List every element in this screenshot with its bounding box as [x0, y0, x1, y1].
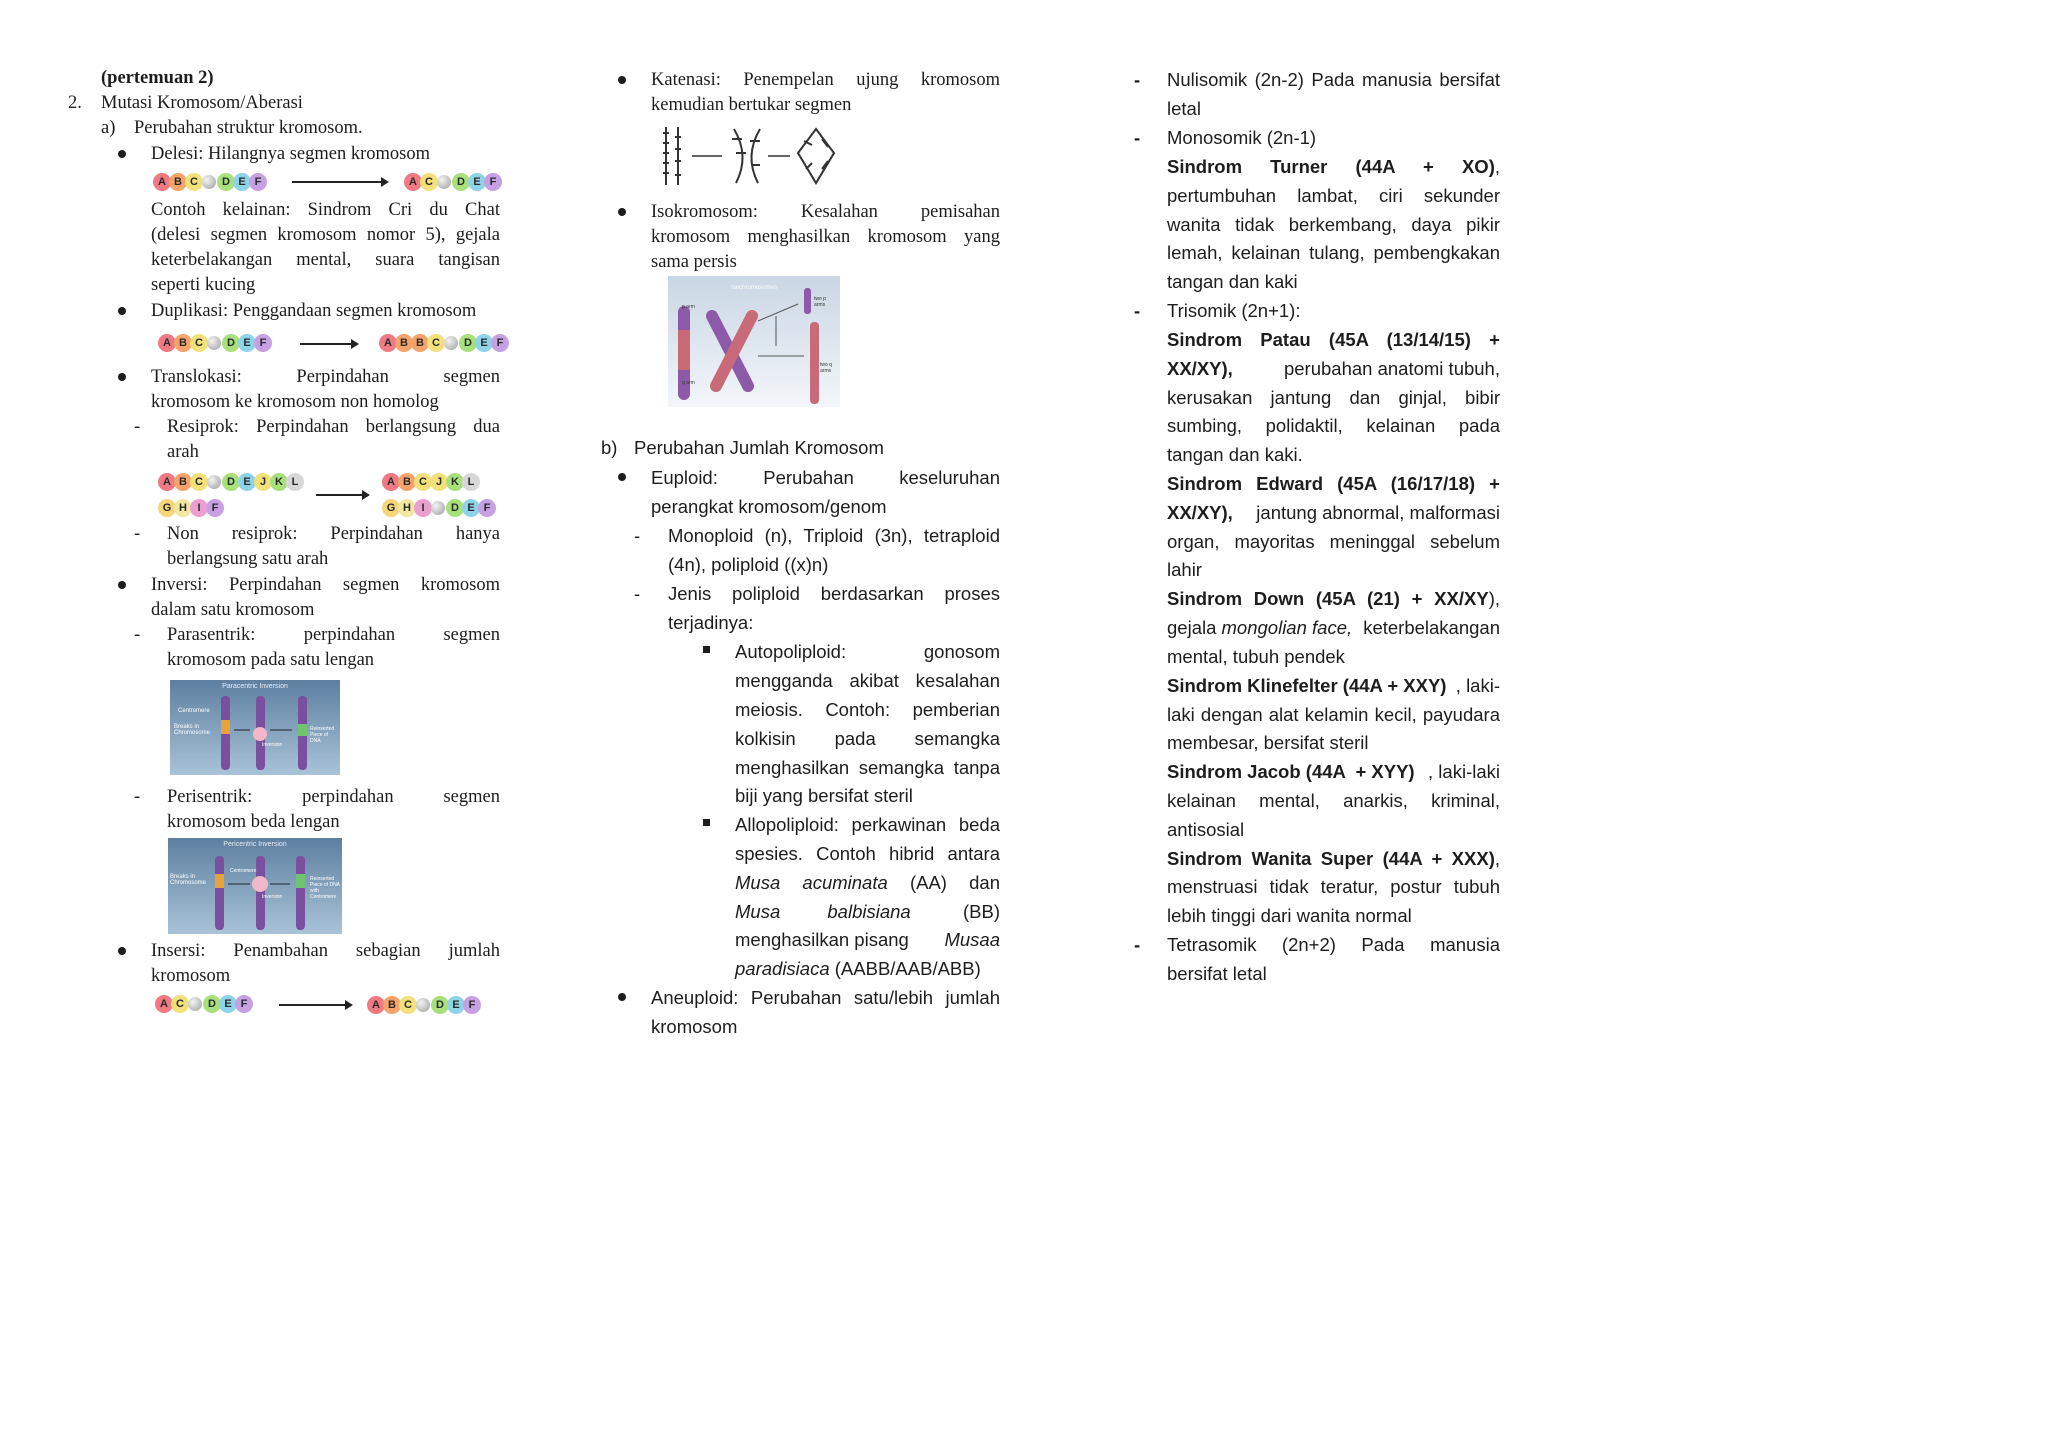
centromere — [202, 175, 216, 189]
arrow-icon — [316, 494, 368, 496]
chromosome-segment: J — [430, 473, 448, 491]
chromosome-insersi-after — [367, 995, 479, 1015]
euploid-text-1: Euploid: Perubahan keseluruhan — [651, 467, 1000, 488]
insersi-text-2: kromosom — [151, 966, 231, 986]
autopoliploid-text-6: biji yang bersifat steril — [735, 785, 913, 806]
dash: - — [134, 625, 141, 645]
monosomik-text: Monosomik (2n-1) — [1167, 127, 1317, 148]
parasentrik-text-2: kromosom pada satu lengan — [167, 650, 375, 670]
resiprok-text-1: Resiprok: Perpindahan berlangsung dua — [167, 417, 500, 437]
chromosome-segment: K — [446, 473, 464, 491]
autopoliploid-text-2: mengganda akibat kesalahan — [735, 670, 1000, 691]
chromosome-segment: D — [222, 334, 240, 352]
turner-text-3: wanita tidak berkembang, daya pikir — [1167, 214, 1500, 235]
chromosome-segment: B — [411, 334, 429, 352]
chromosome-segment: K — [270, 473, 288, 491]
chromosome-segment: C — [190, 473, 208, 491]
parasentrik-text-1: Parasentrik: perpindahan segmen — [167, 625, 500, 645]
wanita-super-text-2: menstruasi tidak teratur, postur tubuh — [1167, 876, 1500, 897]
edward-text-3: organ, mayoritas meninggal sebelum — [1167, 531, 1500, 552]
nonresiprok-text-1: Non resiprok: Perpindahan hanya — [167, 524, 500, 544]
patau-text-5: tangan dan kaki. — [1167, 444, 1303, 465]
turner-text-2: pertumbuhan lambat, ciri sekunder — [1167, 185, 1500, 206]
delesi-desc-4: seperti kucing — [151, 275, 256, 295]
bullet — [118, 581, 126, 589]
allopoliploid-text-4: Musa balbisiana (BB) — [735, 901, 1000, 922]
autopoliploid-text-4: kolkisin pada semangka — [735, 728, 1000, 749]
dash: - — [634, 583, 641, 604]
chromosome-segment: C — [185, 173, 203, 191]
chromosome-translokasi-top-after — [382, 472, 478, 492]
jacob-text-3: antisosial — [1167, 819, 1245, 840]
chromosome-segment: E — [219, 995, 237, 1013]
chromosome-segment: E — [475, 334, 493, 352]
section-heading: Mutasi Kromosom/Aberasi — [101, 93, 303, 113]
square-bullet — [703, 819, 710, 826]
chromosome-segment: H — [398, 499, 416, 517]
chromosome-segment: E — [462, 499, 480, 517]
chromosome-segment: D — [446, 499, 464, 517]
chromosome-duplikasi-before — [158, 333, 270, 353]
centromere — [444, 336, 458, 350]
autopoliploid-text-5: menghasilkan semangka tanpa — [735, 757, 1000, 778]
allopoliploid-text-3: Musa acuminata (AA) dan — [735, 872, 1001, 893]
chromosome-segment: E — [238, 473, 256, 491]
chromosome-segment: D — [203, 995, 221, 1013]
resiprok-text-2: arah — [167, 442, 199, 462]
paracentric-inversion-figure: Paracentric Inversion Centromere Breaks in Chromosome Inversion Reinserted Piece of DNA — [170, 680, 340, 775]
chromosome-segment: A — [158, 334, 176, 352]
centromere — [437, 175, 451, 189]
chromosome-segment: D — [222, 473, 240, 491]
chromosome-segment: D — [452, 173, 470, 191]
chromosome-delesi-after — [404, 172, 500, 192]
chromosome-duplikasi-after — [379, 333, 507, 353]
isokromosom-text-3: sama persis — [651, 252, 737, 272]
figure-title: Isochromosomes — [731, 285, 777, 291]
chromosome-segment: C — [190, 334, 208, 352]
translokasi-text-2: kromosom ke kromosom non homolog — [151, 392, 439, 412]
meeting-label: (pertemuan 2) — [101, 68, 214, 88]
chromosome-segment: F — [235, 995, 253, 1013]
chromosome-segment: D — [217, 173, 235, 191]
chromosome-segment: B — [383, 996, 401, 1014]
wanita-super-text-3: lebih tinggi dari wanita normal — [1167, 905, 1412, 926]
chromosome-segment: B — [398, 473, 416, 491]
chromosome-segment: F — [249, 173, 267, 191]
aneuploid-text-1: Aneuploid: Perubahan satu/lebih jumlah — [651, 987, 1000, 1008]
klinefelter-text-1: Sindrom Klinefelter (44A + XXY) , laki- — [1167, 675, 1500, 696]
figure-title: Paracentric Inversion — [222, 683, 288, 690]
chromosome-segment: E — [447, 996, 465, 1014]
perisentrik-text-2: kromosom beda lengan — [167, 812, 340, 832]
chromosome-segment: E — [468, 173, 486, 191]
bullet — [618, 208, 626, 216]
dash: - — [134, 524, 141, 544]
duplikasi-text: Duplikasi: Penggandaan segmen kromosom — [151, 301, 477, 321]
chromosome-segment: E — [238, 334, 256, 352]
centromere — [207, 475, 221, 489]
chromosome-segment: H — [174, 499, 192, 517]
bullet — [118, 150, 126, 158]
tetrasomik-text-2: bersifat letal — [1167, 963, 1267, 984]
edward-text-2: XX/XY), jantung abnormal, malformasi — [1167, 502, 1500, 523]
centromere — [416, 998, 430, 1012]
isokromosom-text-1: Isokromosom: Kesalahan pemisahan — [651, 202, 1000, 222]
euploid-text-2: perangkat kromosom/genom — [651, 496, 887, 517]
bullet — [118, 307, 126, 315]
chromosome-segment: G — [158, 499, 176, 517]
chromosome-translokasi-top-before — [158, 472, 302, 492]
isochromosome-figure: Isochromosomes p arm q arm two p arms two q arms — [668, 276, 840, 407]
chromosome-segment: D — [459, 334, 477, 352]
bullet — [618, 76, 626, 84]
subsection-b-title: Perubahan Jumlah Kromosom — [634, 437, 884, 458]
arrow-icon — [300, 343, 357, 345]
down-text-3: mental, tubuh pendek — [1167, 646, 1345, 667]
patau-text-2: XX/XY), perubahan anatomi tubuh, — [1167, 358, 1500, 379]
figure-title: Pericentric Inversion — [223, 841, 287, 848]
subsection-b-label: b) — [601, 437, 618, 458]
nulisomik-text-1: Nulisomik (2n-2) Pada manusia bersifat — [1167, 69, 1500, 90]
chromosome-segment: A — [404, 173, 422, 191]
allopoliploid-text-5: menghasilkan pisang Musaa — [735, 929, 1000, 950]
centromere — [431, 501, 445, 515]
chromosome-segment: A — [153, 173, 171, 191]
chromosome-segment: F — [206, 499, 224, 517]
dash: - — [1134, 300, 1141, 321]
chromosome-segment: C — [427, 334, 445, 352]
chromosome-segment: I — [414, 499, 432, 517]
down-text-1: Sindrom Down (45A (21) + XX/XY ), — [1167, 588, 1500, 609]
dash: - — [1134, 934, 1141, 955]
patau-text-4: sumbing, polidaktil, kelainan pada — [1167, 415, 1500, 436]
chromosome-segment: C — [399, 996, 417, 1014]
autopoliploid-text-3: meiosis. Contoh: pemberian — [735, 699, 1000, 720]
allopoliploid-text-2: spesies. Contoh hibrid antara — [735, 843, 1000, 864]
chromosome-segment: A — [367, 996, 385, 1014]
centromere — [207, 336, 221, 350]
chromosome-segment: J — [254, 473, 272, 491]
delesi-desc-3: keterbelakangan mental, suara tangisan — [151, 250, 500, 270]
chromosome-segment: G — [382, 499, 400, 517]
wanita-super-text-1: Sindrom Wanita Super (44A + XXX) , — [1167, 848, 1500, 869]
chromosome-segment: B — [174, 473, 192, 491]
jacob-text-1: Sindrom Jacob (44A + XYY) , laki-laki — [1167, 761, 1500, 782]
dash: - — [1134, 127, 1141, 148]
chromosome-delesi-before — [153, 172, 265, 192]
chromosome-segment: F — [478, 499, 496, 517]
chromosome-segment: A — [379, 334, 397, 352]
nonresiprok-text-2: berlangsung satu arah — [167, 549, 329, 569]
chromosome-segment: B — [395, 334, 413, 352]
tetrasomik-text-1: Tetrasomik (2n+2) Pada manusia — [1167, 934, 1500, 955]
square-bullet — [703, 646, 710, 653]
dash: - — [634, 525, 641, 546]
turner-text-5: tangan dan kaki — [1167, 271, 1298, 292]
bullet — [118, 947, 126, 955]
delesi-desc-1: Contoh kelainan: Sindrom Cri du Chat — [151, 200, 500, 220]
chromosome-segment: D — [431, 996, 449, 1014]
turner-text-1: Sindrom Turner (44A + XO) , — [1167, 156, 1500, 177]
dash: - — [1134, 69, 1141, 90]
perisentrik-text-1: Perisentrik: perpindahan segmen — [167, 787, 500, 807]
bullet — [118, 373, 126, 381]
centromere — [188, 997, 202, 1011]
section-number: 2. — [68, 93, 82, 113]
chromosome-segment: B — [174, 334, 192, 352]
chromosome-segment: L — [286, 473, 304, 491]
pericentric-inversion-figure: Pericentric Inversion Breaks in Chromosome Centromere Inversion Reinserted Piece of DNA with Centromere — [168, 838, 342, 934]
chromosome-segment: A — [382, 473, 400, 491]
translokasi-text-1: Translokasi: Perpindahan segmen — [151, 367, 500, 387]
arrow-icon — [279, 1004, 351, 1006]
chromosome-segment: A — [158, 473, 176, 491]
nulisomik-text-2: letal — [1167, 98, 1201, 119]
chromosome-segment: F — [484, 173, 502, 191]
bullet — [618, 473, 626, 481]
dash: - — [134, 417, 141, 437]
delesi-text: Delesi: Hilangnya segmen kromosom — [151, 144, 430, 164]
chromosome-segment: L — [462, 473, 480, 491]
monoploid-text-2: (4n), poliploid ((x)n) — [668, 554, 829, 575]
allopoliploid-text-1: Allopoliploid: perkawinan beda — [735, 814, 1000, 835]
chromosome-segment: C — [414, 473, 432, 491]
turner-text-4: lemah, kelainan tulang, pembengkakan — [1167, 242, 1500, 263]
insersi-text-1: Insersi: Penambahan sebagian jumlah — [151, 941, 500, 961]
monoploid-text-1: Monoploid (n), Triploid (3n), tetraploid — [668, 525, 1000, 546]
allopoliploid-text-6: paradisiaca (AABB/AAB/ABB) — [735, 958, 981, 979]
chromosome-segment: B — [169, 173, 187, 191]
aneuploid-text-2: kromosom — [651, 1016, 738, 1037]
patau-text-1: Sindrom Patau (45A (13/14/15) + — [1167, 329, 1500, 350]
klinefelter-text-2: laki dengan alat kelamin kecil, payudara — [1167, 704, 1500, 725]
katenasi-text-1: Katenasi: Penempelan ujung kromosom — [651, 70, 1000, 90]
chromosome-segment: F — [491, 334, 509, 352]
inversi-text-1: Inversi: Perpindahan segmen kromosom — [151, 575, 500, 595]
chromosome-segment: C — [420, 173, 438, 191]
subsection-a-label: a) — [101, 118, 116, 138]
chromosome-translokasi-bottom-before — [158, 498, 222, 518]
trisomik-text: Trisomik (2n+1): — [1167, 300, 1301, 321]
chromosome-segment: C — [171, 995, 189, 1013]
dash: - — [134, 787, 141, 807]
autopoliploid-text-1: Autopoliploid: gonosom — [735, 641, 1000, 662]
katenasi-text-2: kemudian bertukar segmen — [651, 95, 852, 115]
klinefelter-text-3: membesar, bersifat steril — [1167, 732, 1369, 753]
chromosome-translokasi-bottom-after — [382, 498, 494, 518]
delesi-desc-2: (delesi segmen kromosom nomor 5), gejala — [151, 225, 500, 245]
edward-text-1: Sindrom Edward (45A (16/17/18) + — [1167, 473, 1500, 494]
chromosome-segment: E — [233, 173, 251, 191]
chromosome-segment: I — [190, 499, 208, 517]
isokromosom-text-2: kromosom menghasilkan kromosom yang — [651, 227, 1000, 247]
katenasi-figure — [656, 123, 846, 189]
edward-text-4: lahir — [1167, 559, 1202, 580]
subsection-a-title: Perubahan struktur kromosom. — [134, 118, 363, 138]
chromosome-segment: F — [463, 996, 481, 1014]
jenis-text-2: terjadinya: — [668, 612, 754, 633]
chromosome-insersi-before — [155, 994, 251, 1014]
down-text-2: gejala mongolian face, keterbelakangan — [1167, 617, 1500, 638]
chromosome-segment: F — [254, 334, 272, 352]
arrow-icon — [292, 181, 387, 183]
inversi-text-2: dalam satu kromosom — [151, 600, 315, 620]
jenis-text-1: Jenis poliploid berdasarkan proses — [668, 583, 1000, 604]
patau-text-3: kerusakan jantung dan ginjal, bibir — [1167, 387, 1500, 408]
bullet — [618, 993, 626, 1001]
chromosome-segment: A — [155, 995, 173, 1013]
jacob-text-2: kelainan mental, anarkis, kriminal, — [1167, 790, 1500, 811]
